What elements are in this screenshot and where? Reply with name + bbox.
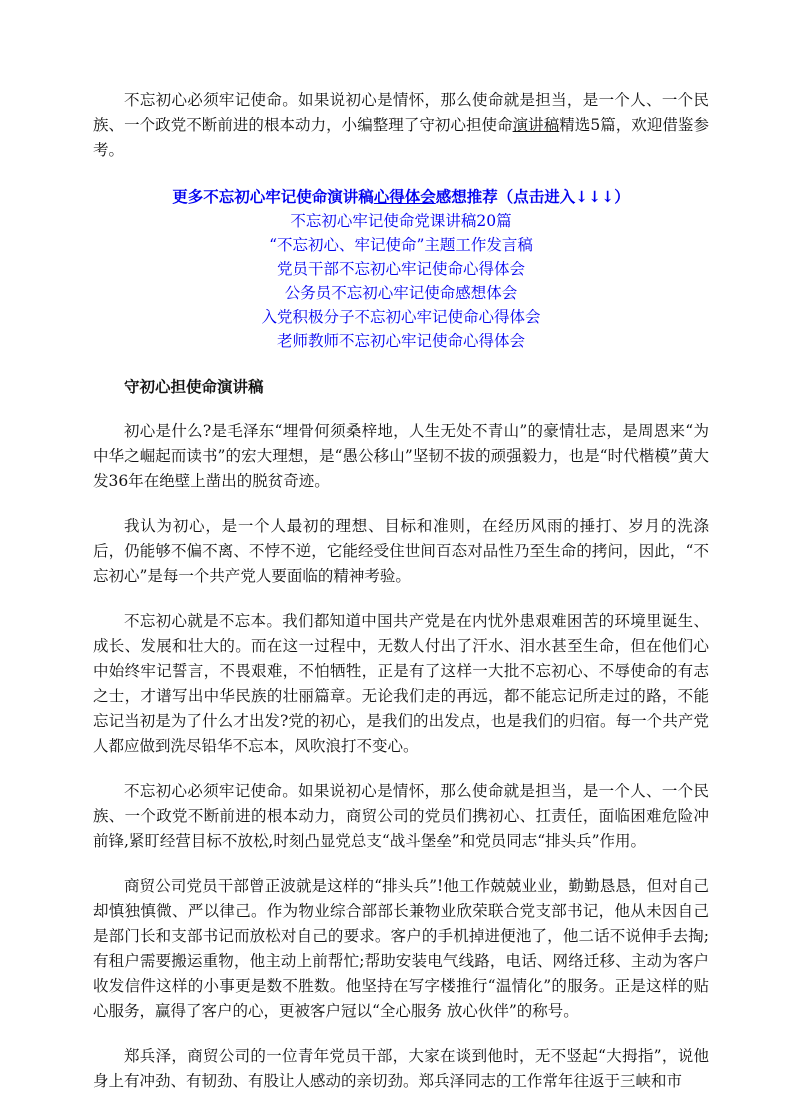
intro-paragraph: 不忘初心必须牢记使命。如果说初心是情怀，那么使命就是担当，是一个人、一个民族、一个政党不断前进的根本动力，小编整理了守初心担使命演讲稿精选5篇，欢迎借鉴参考。 [93, 91, 709, 159]
recommend-title-link[interactable]: 更多不忘初心牢记使命演讲稿心得体会感想推荐（点击进入↓↓↓） [172, 187, 630, 206]
body-paragraph: 初心是什么?是毛泽东“埋骨何须桑梓地，人生无处不青山”的豪情壮志，是周恩来“为中华之崛起而读书”的宏大理想，是“愚公移山”坚韧不拔的顽强毅力，也是“时代楷模”黄大发36年在绝壁上凿出的脱贫奇迹。 [93, 422, 709, 490]
body-paragraph: 商贸公司党员干部曾正波就是这样的“排头兵”!他工作兢兢业业，勤勤恳恳，但对自己却慎独慎微、严以律己。作为物业综合部部长兼物业欣荣联合党支部书记，他从未因自己是部门长和支部书记而放松对自己的要求。客户的手机掉进便池了，他二话不说伸手去掏;有租户需要搬运重物，他主动上前帮忙;帮助安装电气线路，电话、网络迁移、主动为客户收发信件这样的小事更是数不胜数。他坚持在写字楼推行“温情化”的服务。正是这样的贴心服务，赢得了客户的心，更被客户冠以“全心服务 放心伙伴”的称号。 [93, 877, 709, 1020]
recommend-block [93, 185, 709, 353]
body-paragraph: 不忘初心就是不忘本。我们都知道中国共产党是在内忧外患艰难困苦的环境里诞生、成长、发展和壮大的。而在这一过程中，无数人付出了汗水、泪水甚至生命，但在他们心中始终牢记誓言，不畏艰难，不怕牺牲，正是有了这样一大批不忘初心、不辱使命的有志之士，才谱写出中华民族的壮丽篇章。无论我们走的再远，都不能忘记所走过的路，不能忘记当初是为了什么才出发?党的初心，是我们的出发点，也是我们的归宿。每一个共产党人都应做到洗尽铅华不忘本，风吹浪打不变心。 [93, 612, 709, 755]
body-paragraph: 郑兵泽，商贸公司的一位青年党员干部，大家在谈到他时，无不竖起“大拇指”，说他身上有冲劲、有韧劲、有股让人感动的亲切劲。郑兵泽同志的工作常年往返于三峡和市 [93, 1047, 709, 1090]
recommend-link[interactable]: 不忘初心牢记使命党课讲稿20篇 [290, 212, 512, 230]
recommend-link[interactable]: “不忘初心、牢记使命”主题工作发言稿 [269, 236, 533, 254]
recommend-link[interactable]: 老师教师不忘初心牢记使命心得体会 [276, 332, 525, 350]
body-paragraph: 不忘初心必须牢记使命。如果说初心是情怀，那么使命就是担当，是一个人、一个民族、一个政党不断前进的根本动力，商贸公司的党员们携初心、扛责任，面临困难危险冲前锋,紧盯经营目标不放松,时刻凸显党总支“战斗堡垒”和党员同志“排头兵”作用。 [93, 782, 709, 850]
document-page [93, 88, 709, 1094]
speech-draft-link[interactable]: 演讲稿 [512, 116, 560, 134]
experience-link[interactable]: 心得体会 [373, 187, 436, 206]
recommend-link[interactable]: 入党积极分子不忘初心牢记使命心得体会 [261, 308, 541, 326]
recommend-link[interactable]: 公务员不忘初心牢记使命感想体会 [284, 284, 518, 302]
recommend-link[interactable]: 党员干部不忘初心牢记使命心得体会 [276, 260, 525, 278]
section-title: 守初心担使命演讲稿 [124, 377, 264, 396]
body-paragraph: 我认为初心，是一个人最初的理想、目标和准则，在经历风雨的捶打、岁月的洗涤后，仍能够不偏不离、不悖不逆，它能经受住世间百态对品性乃至生命的拷问，因此，“不忘初心”是每一个共产党人要面临的精神考验。 [93, 517, 709, 585]
